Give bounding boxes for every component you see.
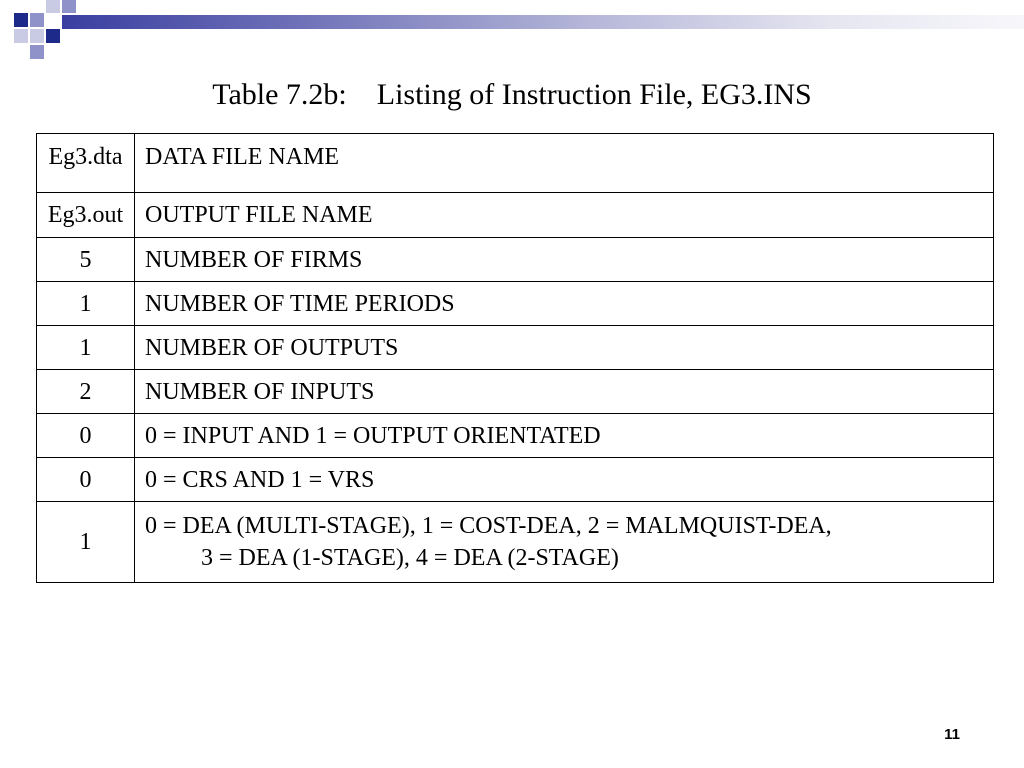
- header-gradient-bar: [62, 15, 1024, 29]
- decor-square-mid-bottom: [30, 45, 44, 59]
- row-description: NUMBER OF TIME PERIODS: [135, 282, 994, 326]
- table-row: [37, 502, 994, 583]
- slide-title: Table 7.2b: Listing of Instruction File, EG3.INS: [212, 78, 812, 111]
- row-description: NUMBER OF OUTPUTS: [135, 326, 994, 370]
- decor-square-mid: [30, 13, 44, 27]
- table-row: [37, 238, 994, 282]
- row-code: Eg3.out: [37, 193, 135, 238]
- row-description: NUMBER OF INPUTS: [135, 370, 994, 414]
- row-description-line-1: 0 = DEA (MULTI-STAGE), 1 = COST-DEA, 2 = MALMQUIST-DEA,: [145, 513, 832, 539]
- row-code: 1: [37, 282, 135, 326]
- row-code: 5: [37, 238, 135, 282]
- table-row: [37, 414, 994, 458]
- decor-square-light-top: [46, 0, 60, 13]
- table-row: [37, 134, 994, 193]
- table-row: [37, 458, 994, 502]
- decor-square-light-left: [14, 29, 28, 43]
- table-row: [37, 326, 994, 370]
- row-description: [135, 502, 994, 583]
- page-number: 11: [944, 726, 960, 743]
- decor-square-dark: [14, 13, 28, 27]
- table-row: [37, 370, 994, 414]
- row-description: NUMBER OF FIRMS: [135, 238, 994, 282]
- instruction-file-table: [36, 133, 994, 583]
- row-code: 0: [37, 458, 135, 502]
- row-code: 1: [37, 502, 135, 583]
- row-description-line-2: 3 = DEA (1-STAGE), 4 = DEA (2-STAGE): [201, 545, 619, 571]
- table-row: [37, 193, 994, 238]
- row-description: 0 = CRS AND 1 = VRS: [135, 458, 994, 502]
- decor-square-light-lower: [30, 29, 44, 43]
- row-description: DATA FILE NAME: [135, 134, 994, 193]
- decor-square-mid-top: [62, 0, 76, 13]
- slide-header-decoration: [0, 0, 1024, 50]
- row-code: Eg3.dta: [37, 134, 135, 193]
- row-description: OUTPUT FILE NAME: [135, 193, 994, 238]
- row-description: 0 = INPUT AND 1 = OUTPUT ORIENTATED: [135, 414, 994, 458]
- row-code: 1: [37, 326, 135, 370]
- row-code: 2: [37, 370, 135, 414]
- table-row: [37, 282, 994, 326]
- decor-square-dark-lower: [46, 29, 60, 43]
- row-code: 0: [37, 414, 135, 458]
